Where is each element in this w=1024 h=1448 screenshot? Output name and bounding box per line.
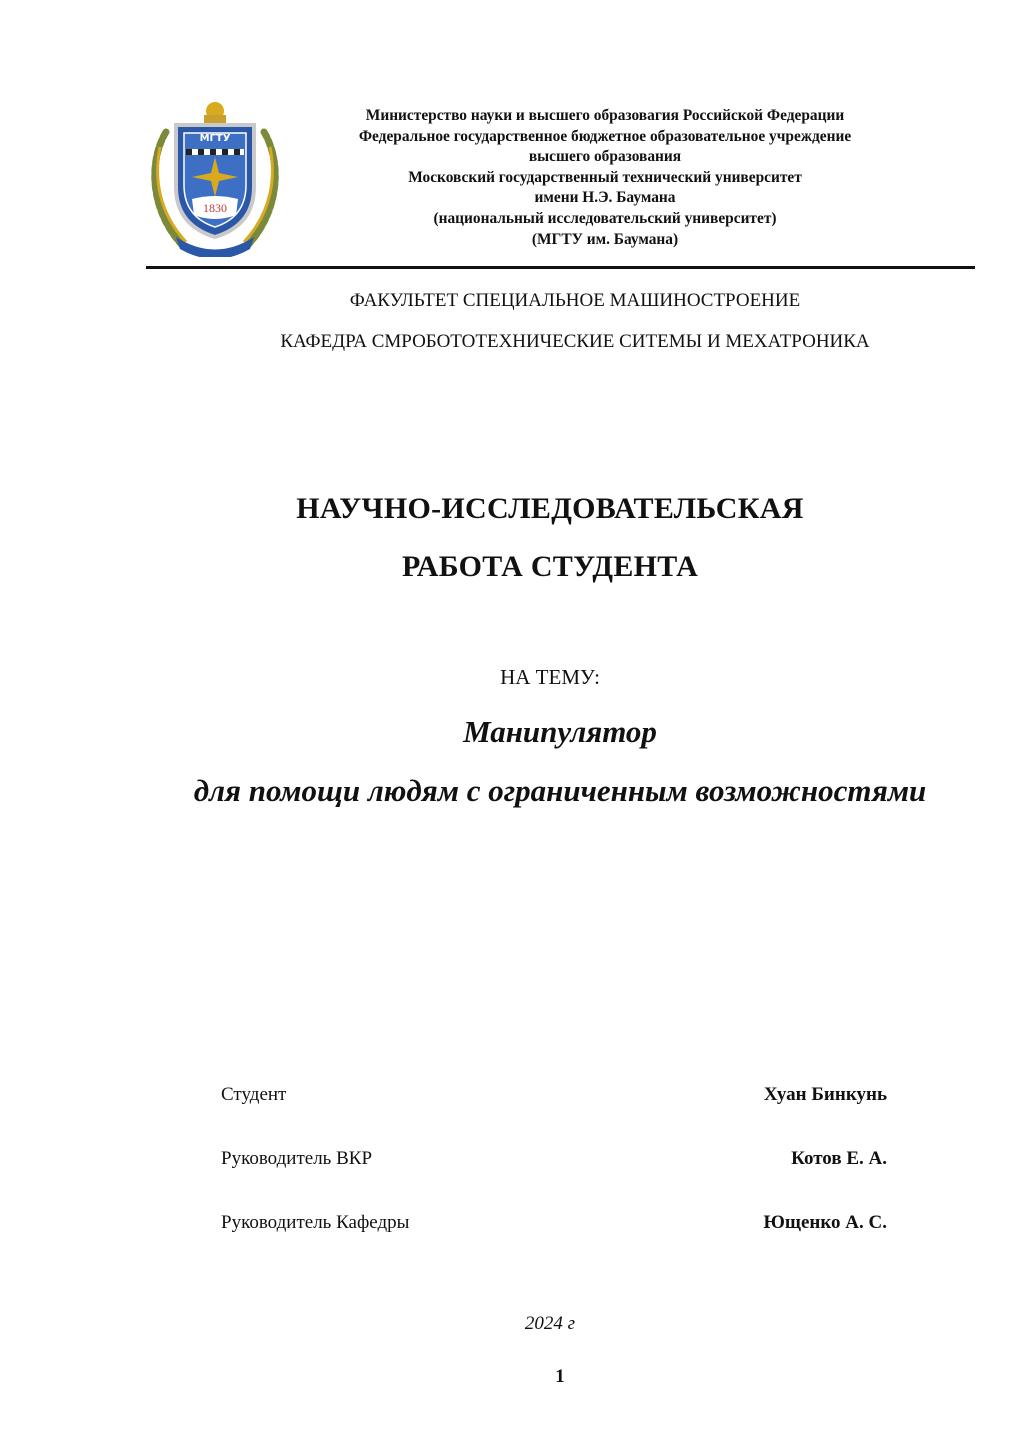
header-line: Министерство науки и высшего образовагия Российской Федерации [365, 107, 845, 124]
emblem-year: 1830 [203, 201, 227, 215]
header-line: Московский государственный технический университет [408, 168, 802, 186]
work-title-line-2: РАБОТА СТУДЕНТА [401, 550, 699, 583]
student-name: Хуан Бинкунь [763, 1084, 887, 1105]
faculty-name: ФАКУЛЬТЕТ СПЕЦИАЛЬНОЕ МАШИНОСТРОЕНИЕ [349, 290, 801, 311]
student-label: Студент [221, 1084, 287, 1105]
header-divider [146, 266, 975, 269]
institution-header [300, 106, 910, 250]
work-title-line-1: НАУЧНО-ИССЛЕДОВАТЕЛЬСКАЯ [296, 492, 804, 525]
emblem-text: МГТУ [199, 133, 231, 144]
year: 2024 г [524, 1313, 576, 1334]
department-head-label: Руководитель Кафедры [221, 1212, 410, 1233]
department-name: КАФЕДРА СМРОБОТОТЕХНИЧЕСКИЕ СИТЕМЫ И МЕХАТРОНИКА [280, 331, 870, 352]
header-line: (национальный исследовательский университет) [433, 209, 777, 227]
topic-line-2: для помощи людям с ограниченным возможностями [193, 773, 927, 808]
university-emblem [146, 97, 284, 257]
supervisor-label: Руководитель ВКР [221, 1148, 373, 1169]
header-line: Федеральное государственное бюджетное образовательное учреждение [358, 127, 852, 145]
topic-line-1: Манипулятор [463, 714, 657, 749]
theme-label: НА ТЕМУ: [500, 665, 600, 689]
header-line: имени Н.Э. Баумана [534, 189, 676, 207]
department-head-name: Ющенко А. С. [763, 1212, 887, 1233]
header-line: (МГТУ им. Баумана) [531, 230, 679, 248]
header-line: высшего образования [528, 148, 682, 166]
emblem-icon [146, 97, 284, 257]
supervisor-name: Котов Е. А. [791, 1148, 887, 1169]
page-number: 1 [555, 1366, 565, 1387]
